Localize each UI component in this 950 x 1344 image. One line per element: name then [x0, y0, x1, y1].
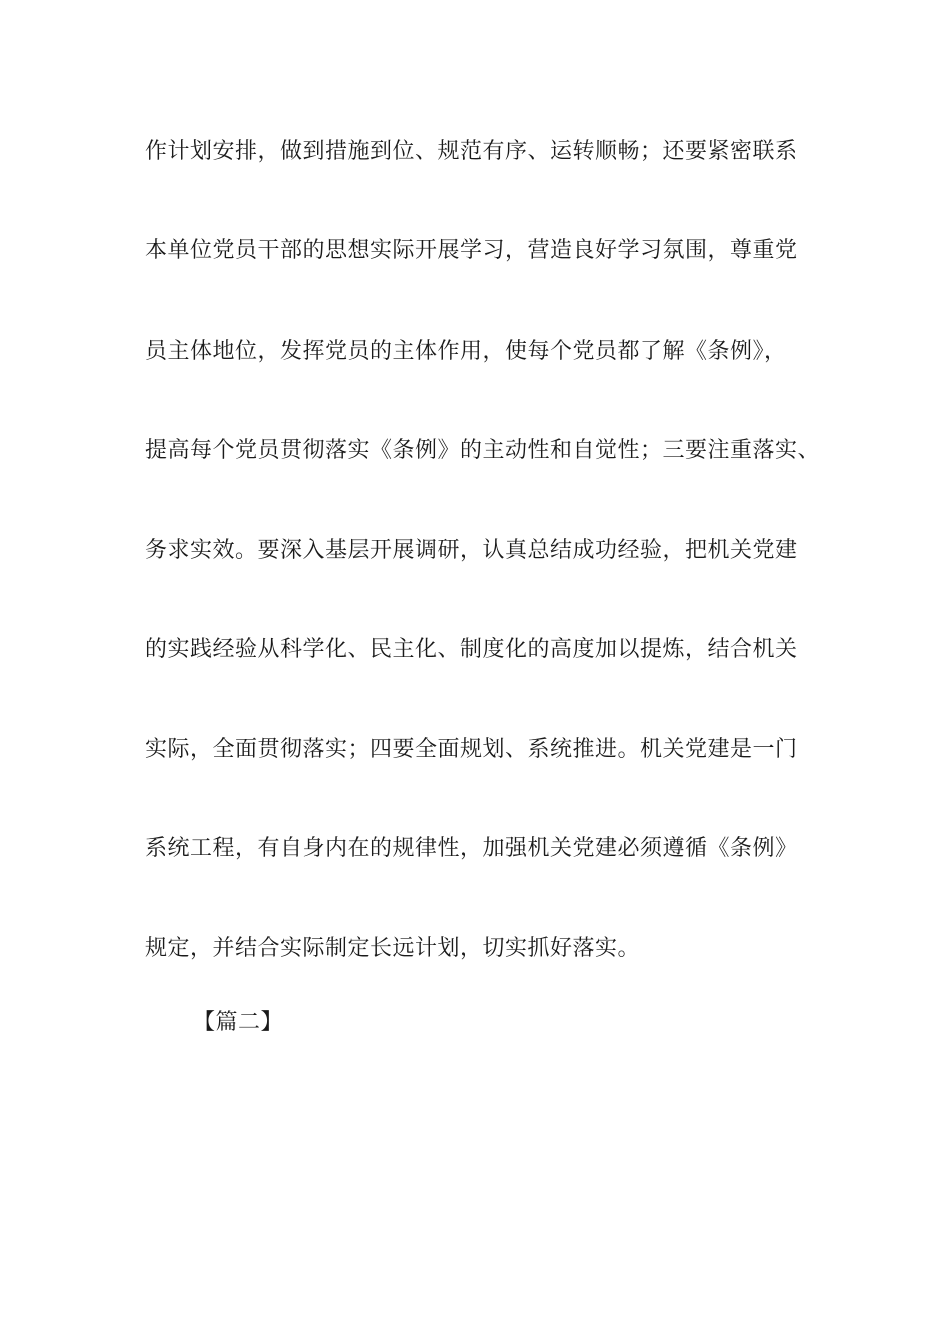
paragraph-line: 规定，并结合实际制定长远计划，切实抓好落实。 [145, 936, 641, 961]
paragraph-line: 提高每个党员贯彻落实《条例》的主动性和自觉性；三要注重落实、 [145, 438, 821, 463]
paragraph-line: 的实践经验从科学化、民主化、制度化的高度加以提炼，结合机关 [145, 637, 798, 662]
paragraph-line: 务求实效。要深入基层开展调研，认真总结成功经验，把机关党建 [145, 538, 798, 563]
paragraph-line: 本单位党员干部的思想实际开展学习，营造良好学习氛围，尊重党 [145, 238, 798, 263]
paragraph-line: 系统工程，有自身内在的规律性，加强机关党建必须遵循《条例》 [145, 836, 798, 861]
section-heading: 【篇二】 [193, 1010, 284, 1035]
paragraph-line: 实际，全面贯彻落实；四要全面规划、系统推进。机关党建是一门 [145, 737, 798, 762]
paragraph-line: 员主体地位，发挥党员的主体作用，使每个党员都了解《条例》， [145, 339, 787, 364]
paragraph-line: 作计划安排，做到措施到位、规范有序、运转顺畅；还要紧密联系 [145, 139, 798, 164]
